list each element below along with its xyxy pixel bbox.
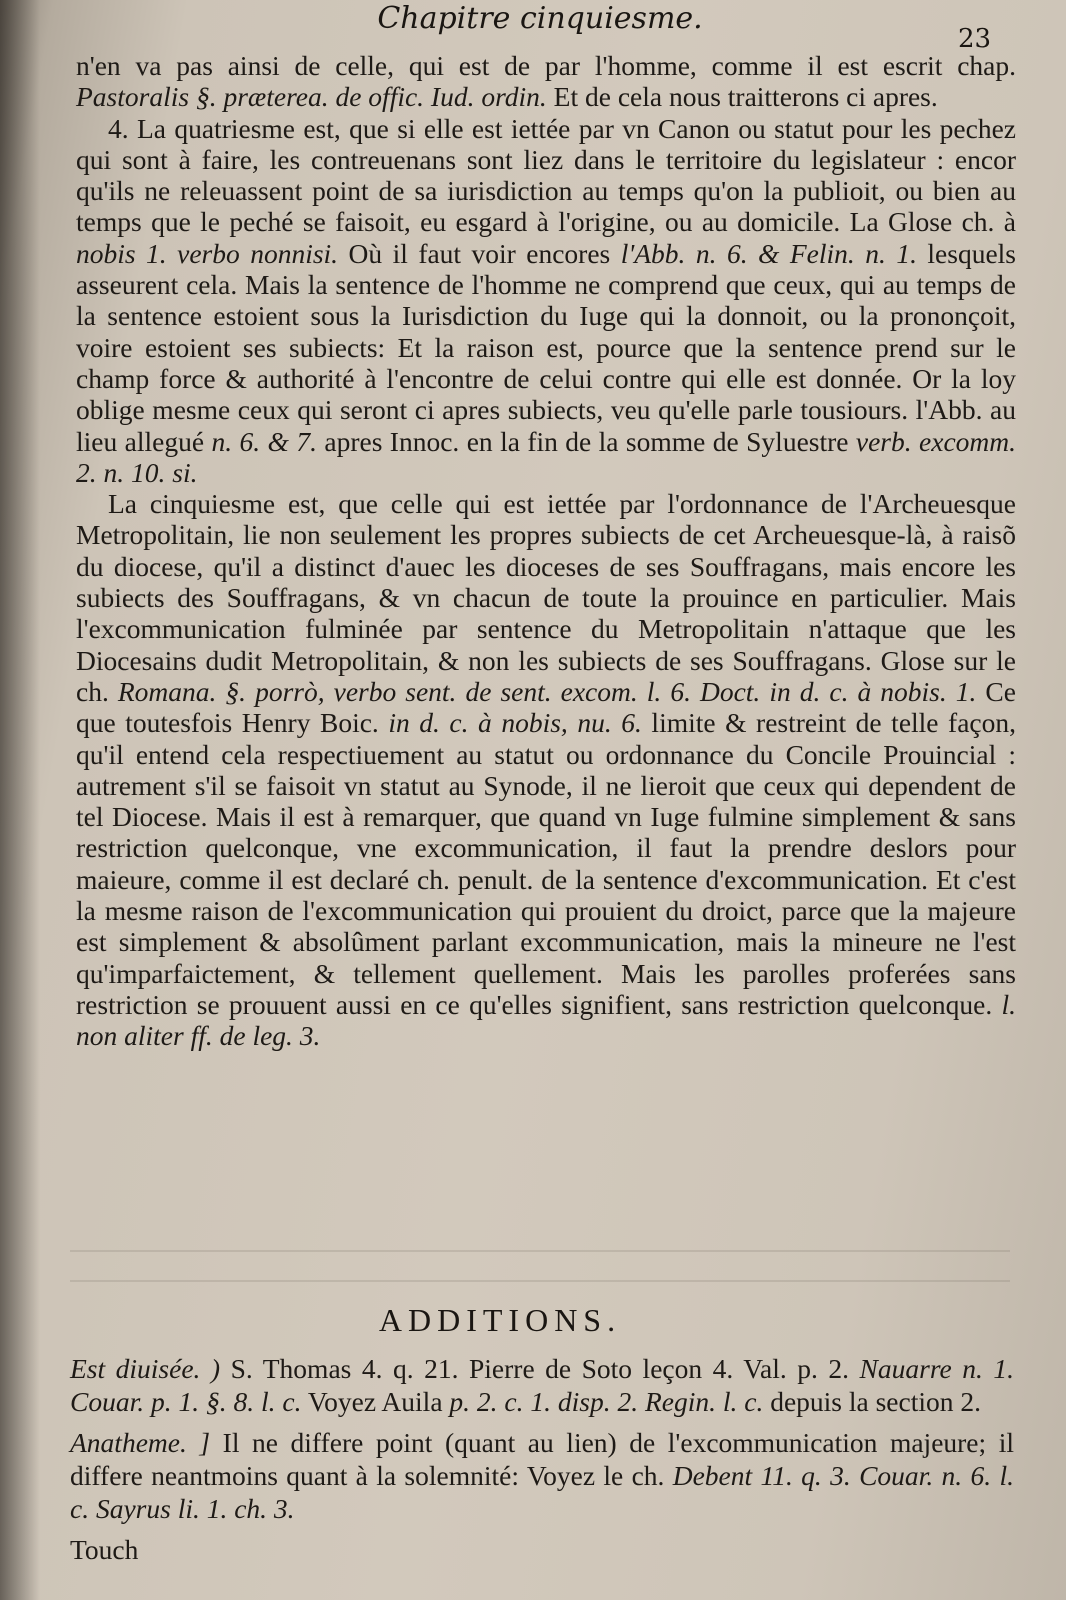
additions-heading: ADDITIONS.	[378, 1302, 622, 1338]
book-spine-shadow	[0, 0, 40, 1600]
main-text	[76, 50, 1016, 1052]
paragraph-fifth: La cinquiesme est, que celle qui est iettée par l'ordonnance de l'Archeuesque Metropolitain, lie non seulement les propres subiects de cet Archeuesque-là, à raisõ du diocese, qu'il a distinct d'auec les dioceses de ses Souffragans, mais encore les subiects des Souffragans, & vn chacun de toute la prouince en particulier. Mais l'excommunication fulminée par sentence du Metropolitain n'attaque que les Diocesains dudit Metropolitain, & non les subiects de ses Souffragans. Glose sur le ch. Romana. §. porrò, verbo sent. de sent. excom. l. 6. Doct. in d. c. à nobis. 1. Ce que toutesfois Henry Boic. in d. c. à nobis, nu. 6. limite & restreint de telle façon, qu'il entend cela respectiuement au statut ou ordonnance du Concile Prouincial : autrement s'il se faisoit vn statut au Synode, il ne lieroit que ceux qui dependent de tel Diocese. Mais il est à remarquer, que quand vn Iuge fulmine simplement & sans restriction quelconque, vne excommunication, il faut la prendre deslors pour maieure, comme il est declaré ch. penult. de la sentence d'excommunication. Et c'est la mesme raison de l'excommunication qui prouient du droict, parce que la majeure est simplement & absolûment parlant excommunication, mais la mineure ne l'est qu'imparfaictement, & tellement quellement. Mais les parolles proferées sans restriction se prouuent aussi en ce qu'elles signifient, sans restriction quelconque. l. non aliter ff. de leg. 3.	[76, 488, 1016, 1052]
addition-lemma: Est diuisée. )	[70, 1353, 221, 1384]
bleed-through-text	[70, 1232, 1010, 1292]
addition-entry: Est diuisée. ) S. Thomas 4. q. 21. Pierre de Soto leçon 4. Val. p. 2. Nauarre n. 1. Couar. p. 1. §. 8. l. c. Voyez Auila p. 2. c. 1. disp. 2. Regin. l. c. depuis la section 2.	[70, 1353, 1014, 1417]
paragraph-continuation: n'en va pas ainsi de celle, qui est de par l'homme, comme il est escrit chap. Pastoralis §. præterea. de offic. Iud. ordin. Et de cela nous traitterons ci apres.	[76, 50, 1016, 113]
additions-text	[70, 1352, 1014, 1574]
addition-entry-partial: Touch	[70, 1534, 139, 1565]
running-header: Chapitre cinquiesme.	[377, 1, 703, 36]
page-number: 23	[958, 24, 992, 54]
addition-lemma: Anatheme. ]	[70, 1427, 211, 1458]
addition-entry: Anatheme. ] Il ne differe point (quant au lien) de l'excommunication majeure; il differe neantmoins quant à la solemnité: Voyez le ch. Debent 11. q. 3. Couar. n. 6. l. c. Sayrus li. 1. ch. 3.	[70, 1427, 1014, 1524]
paragraph-fourth: 4. La quatriesme est, que si elle est iettée par vn Canon ou statut pour les pechez qui sont à faire, les contreuenans sont liez dans le territoire du legislateur : encor qu'ils ne releuassent point de sa iurisdiction au temps qu'on la publioit, ou bien au temps que le peché se faisoit, eu esgard à l'origine, ou au domicile. La Glose ch. à nobis 1. verbo nonnisi. Où il faut voir encores l'Abb. n. 6. & Felin. n. 1. lesquels asseurent cela. Mais la sentence de l'homme ne comprend que ceux, qui au temps de la sentence estoient sous la Iurisdiction du Iuge qui la donnoit, ou la prononçoit, voire estoient ses subiects: Et la raison est, pource que la sentence prend sur le champ force & authorité à l'encontre de celui contre qui elle est donnée. Or la loy oblige mesme ceux qui seront ci apres subiects, veu qu'elle parle tousiours. l'Abb. au lieu allegué n. 6. & 7. apres Innoc. en la fin de la somme de Syluestre verb. excomm. 2. n. 10. si.	[76, 112, 1017, 488]
